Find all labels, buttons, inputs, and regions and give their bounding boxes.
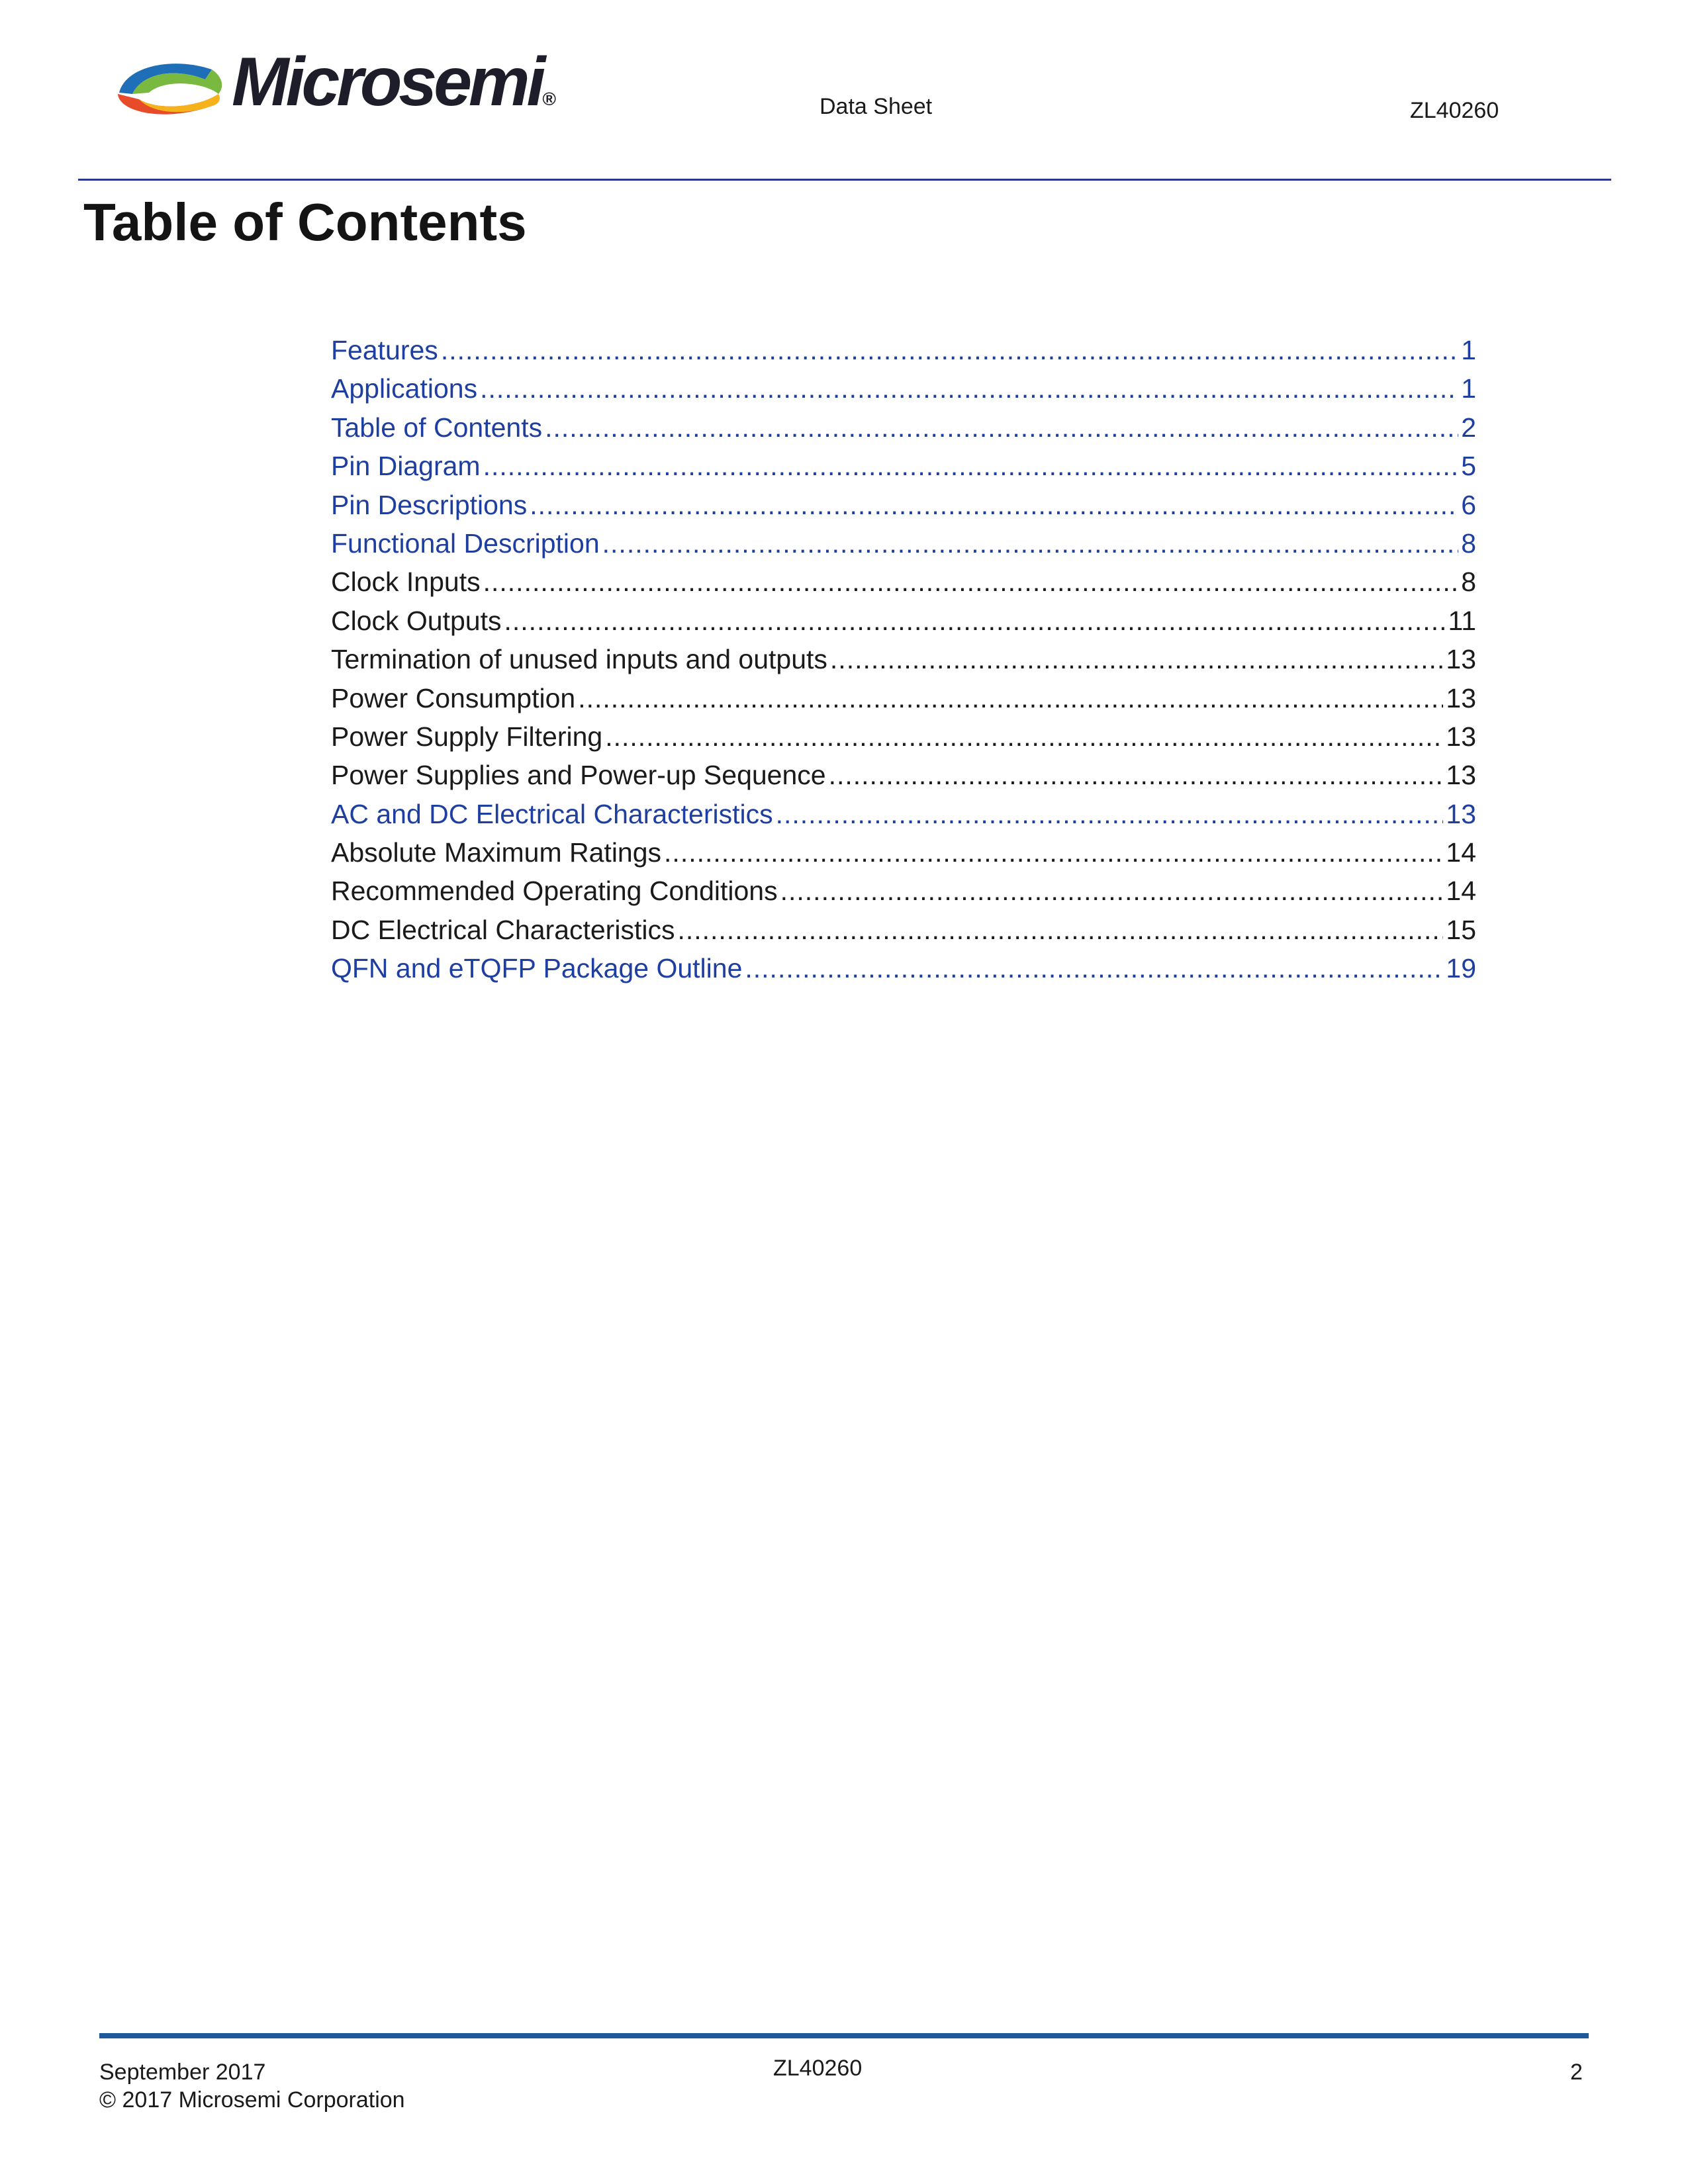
toc-entry-label[interactable]: Pin Diagram	[331, 451, 481, 482]
toc-leader-dots	[605, 717, 1443, 756]
toc-entry[interactable]	[331, 486, 1476, 524]
toc-entry-label[interactable]: Table of Contents	[331, 412, 543, 443]
toc-entry-label[interactable]: Pin Descriptions	[331, 489, 528, 520]
toc-entry	[331, 717, 1476, 756]
toc-entry-label[interactable]: Functional Description	[331, 527, 600, 559]
toc-leader-dots	[780, 872, 1444, 910]
toc-entry-page[interactable]: 19	[1446, 953, 1476, 984]
footer-part-number: ZL40260	[773, 2056, 863, 2081]
toc-entry-label[interactable]: QFN and eTQFP Package Outline	[331, 953, 743, 984]
microsemi-logo	[113, 44, 557, 126]
toc-entry	[331, 679, 1476, 717]
toc-entry[interactable]	[331, 447, 1476, 485]
toc-entry-page: 13	[1446, 682, 1476, 713]
toc-entry-page: 15	[1446, 914, 1476, 945]
footer-date: September 2017	[99, 2060, 266, 2085]
toc-leader-dots	[830, 640, 1443, 678]
toc-leader-dots	[480, 369, 1458, 408]
toc-entry	[331, 833, 1476, 872]
toc-leader-dots	[483, 447, 1459, 485]
toc-entry-page[interactable]: 13	[1446, 798, 1476, 829]
toc-leader-dots	[441, 331, 1458, 369]
toc-entry-label[interactable]: Features	[331, 335, 438, 365]
toc-entry-page[interactable]: 2	[1461, 412, 1476, 443]
toc-entry-page[interactable]: 8	[1461, 527, 1476, 559]
footer-divider	[99, 2033, 1589, 2038]
toc-entry-label[interactable]: Applications	[331, 373, 478, 404]
toc-leader-dots	[578, 679, 1443, 717]
toc-entry-label: Termination of unused inputs and outputs	[331, 644, 827, 675]
toc-entry[interactable]	[331, 331, 1476, 369]
footer-copyright: © 2017 Microsemi Corporation	[99, 2087, 405, 2113]
toc-leader-dots	[545, 408, 1458, 447]
toc-entry-page: 14	[1446, 876, 1476, 907]
toc-entry-page: 14	[1446, 837, 1476, 868]
toc-entry-label: Clock Inputs	[331, 567, 481, 598]
toc-leader-dots	[745, 949, 1443, 987]
toc-entry[interactable]	[331, 408, 1476, 447]
microsemi-wordmark: Microsemi®	[232, 44, 557, 120]
toc-entry-label: DC Electrical Characteristics	[331, 914, 675, 945]
header-part-number: ZL40260	[1410, 98, 1499, 123]
toc-leader-dots	[677, 911, 1443, 949]
toc-entry-label: Power Supply Filtering	[331, 721, 603, 752]
toc-entry[interactable]	[331, 369, 1476, 408]
header-doc-type: Data Sheet	[820, 94, 933, 119]
page-title: Table of Contents	[83, 193, 527, 251]
toc-leader-dots	[664, 833, 1443, 872]
toc-entry-page: 13	[1446, 721, 1476, 752]
toc-entry-page[interactable]: 1	[1461, 373, 1476, 404]
toc-leader-dots	[483, 563, 1459, 601]
toc-leader-dots	[602, 524, 1459, 563]
toc-entry-label: Power Consumption	[331, 682, 576, 713]
toc-entry-page: 13	[1446, 644, 1476, 675]
toc-entry-label: Clock Outputs	[331, 605, 502, 636]
toc-entry-page: 11	[1448, 605, 1476, 636]
toc-entry-label[interactable]: AC and DC Electrical Characteristics	[331, 798, 773, 829]
header-divider	[78, 179, 1611, 181]
toc-leader-dots	[530, 486, 1458, 524]
footer-page-number: 2	[1570, 2060, 1583, 2085]
table-of-contents	[331, 331, 1476, 988]
toc-entry	[331, 563, 1476, 601]
toc-entry	[331, 911, 1476, 949]
toc-entry-page: 13	[1446, 760, 1476, 791]
toc-entry[interactable]	[331, 795, 1476, 833]
microsemi-swoosh-icon	[113, 53, 232, 126]
toc-leader-dots	[776, 795, 1444, 833]
toc-entry	[331, 640, 1476, 678]
toc-leader-dots	[829, 756, 1444, 794]
toc-entry-label: Recommended Operating Conditions	[331, 876, 778, 907]
toc-entry-label: Absolute Maximum Ratings	[331, 837, 662, 868]
toc-entry-page[interactable]: 1	[1461, 335, 1476, 365]
toc-entry[interactable]	[331, 949, 1476, 987]
toc-entry	[331, 756, 1476, 794]
toc-entry[interactable]	[331, 524, 1476, 563]
toc-entry-page[interactable]: 6	[1461, 489, 1476, 520]
toc-entry	[331, 602, 1476, 640]
toc-entry-page: 8	[1461, 567, 1476, 598]
toc-entry	[331, 872, 1476, 910]
toc-entry-page[interactable]: 5	[1461, 451, 1476, 482]
toc-leader-dots	[504, 602, 1446, 640]
toc-entry-label: Power Supplies and Power-up Sequence	[331, 760, 826, 791]
